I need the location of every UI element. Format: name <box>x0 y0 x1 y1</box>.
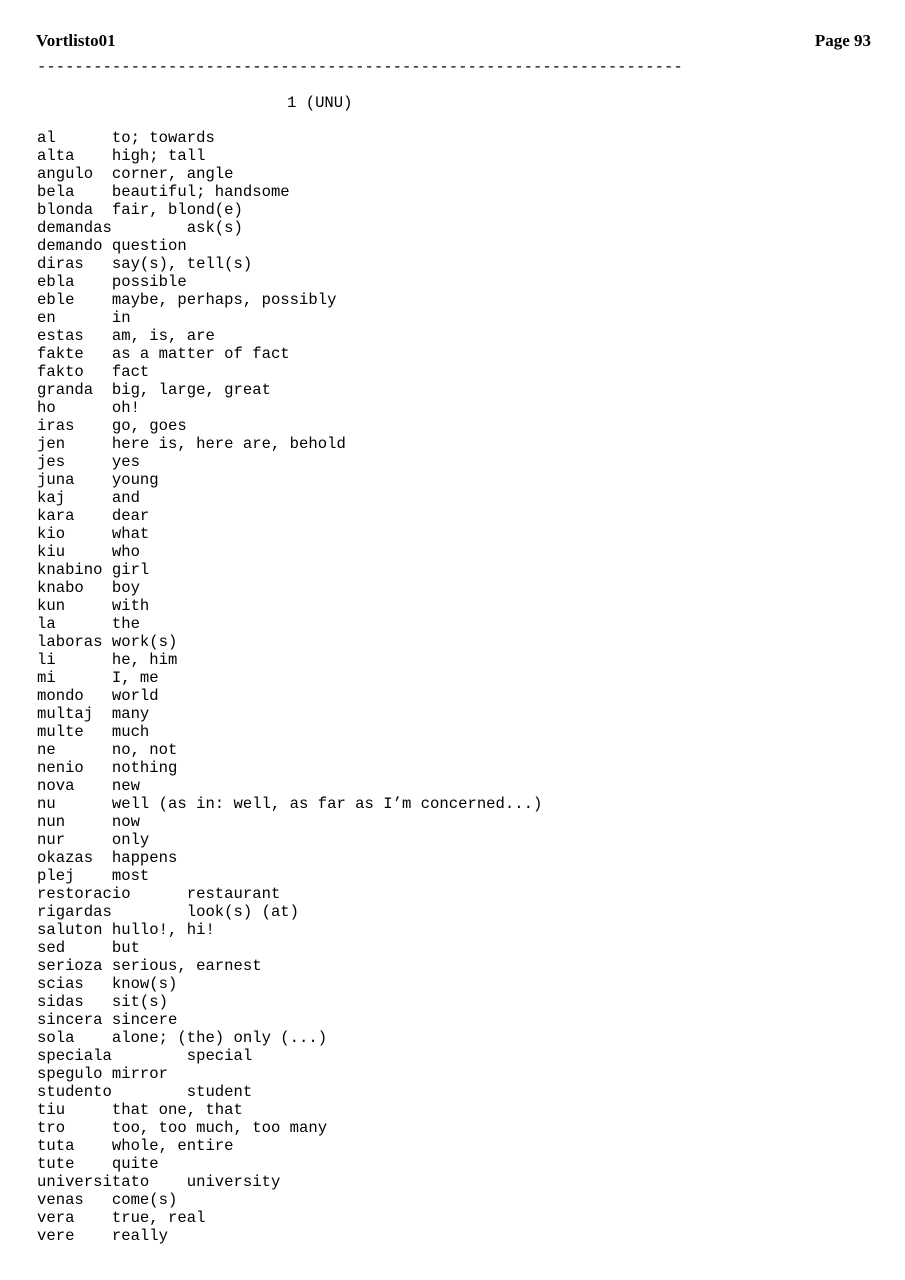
vocab-entry: jes yes <box>37 453 140 471</box>
vocab-entry: nu well (as in: well, as far as I’m concerned...) <box>37 795 543 813</box>
lesson-title: 1 (UNU) <box>287 94 353 112</box>
vocab-entry: okazas happens <box>37 849 178 867</box>
vocab-entry: tiu that one, that <box>37 1101 243 1119</box>
vocab-entry: studento student <box>37 1083 253 1101</box>
vocab-entry: knabino girl <box>37 561 150 579</box>
vocab-entry: ne no, not <box>37 741 178 759</box>
vocab-entry: multe much <box>37 723 150 741</box>
vocab-entry: estas am, is, are <box>37 327 215 345</box>
vocab-entry: tro too, too much, too many <box>37 1119 328 1137</box>
vocab-entry: jen here is, here are, behold <box>37 435 346 453</box>
vocab-entry: sidas sit(s) <box>37 993 169 1011</box>
vocab-entry: kaj and <box>37 489 140 507</box>
vocab-entry: vere really <box>37 1227 169 1245</box>
vocab-entry: multaj many <box>37 705 150 723</box>
vocab-entry: granda big, large, great <box>37 381 271 399</box>
vocab-entry: angulo corner, angle <box>37 165 234 183</box>
vocab-entry: saluton hullo!, hi! <box>37 921 215 939</box>
vocab-entry: universitato university <box>37 1173 281 1191</box>
vocab-entry: al to; towards <box>37 129 215 147</box>
vocabulary-list <box>37 129 542 1245</box>
vocab-entry: kiu who <box>37 543 140 561</box>
vocab-entry: nenio nothing <box>37 759 178 777</box>
vocab-entry: sola alone; (the) only (...) <box>37 1029 328 1047</box>
vocab-entry: li he, him <box>37 651 178 669</box>
vocab-entry: demandas ask(s) <box>37 219 243 237</box>
vocab-entry: fakto fact <box>37 363 150 381</box>
vocab-entry: speciala special <box>37 1047 253 1065</box>
document-title: Vortlisto01 <box>36 31 116 50</box>
vocab-entry: restoracio restaurant <box>37 885 281 903</box>
vocab-entry: nur only <box>37 831 150 849</box>
vocab-entry: rigardas look(s) (at) <box>37 903 300 921</box>
vocab-entry: demando question <box>37 237 187 255</box>
page-number: Page 93 <box>814 31 871 50</box>
vocab-entry: juna young <box>37 471 159 489</box>
vocab-entry: diras say(s), tell(s) <box>37 255 253 273</box>
vocab-entry: sed but <box>37 939 140 957</box>
vocab-entry: fakte as a matter of fact <box>37 345 290 363</box>
vocab-entry: eble maybe, perhaps, possibly <box>37 291 337 309</box>
vocab-entry: tuta whole, entire <box>37 1137 234 1155</box>
vocab-entry: mi I, me <box>37 669 159 687</box>
vocab-entry: kio what <box>37 525 150 543</box>
vocab-entry: kun with <box>37 597 150 615</box>
vocab-entry: iras go, goes <box>37 417 187 435</box>
vocab-entry: bela beautiful; handsome <box>37 183 290 201</box>
vocab-entry: mondo world <box>37 687 159 705</box>
header-divider: --------------------------------------------------------------------- <box>37 58 683 76</box>
vocab-entry: venas come(s) <box>37 1191 178 1209</box>
vocab-entry: alta high; tall <box>37 147 206 165</box>
vocab-entry: vera true, real <box>37 1209 206 1227</box>
vocab-entry: plej most <box>37 867 150 885</box>
vocab-entry: sincera sincere <box>37 1011 178 1029</box>
vocab-entry: serioza serious, earnest <box>37 957 262 975</box>
vocab-entry: tute quite <box>37 1155 159 1173</box>
vocab-entry: en in <box>37 309 131 327</box>
vocab-entry: laboras work(s) <box>37 633 178 651</box>
vocab-entry: knabo boy <box>37 579 140 597</box>
vocab-entry: nova new <box>37 777 140 795</box>
vocab-entry: scias know(s) <box>37 975 178 993</box>
vocab-entry: la the <box>37 615 140 633</box>
vocab-entry: nun now <box>37 813 140 831</box>
vocab-entry: ho oh! <box>37 399 140 417</box>
vocab-entry: kara dear <box>37 507 150 525</box>
vocab-entry: spegulo mirror <box>37 1065 169 1083</box>
vocab-entry: blonda fair, blond(e) <box>37 201 243 219</box>
vocab-entry: ebla possible <box>37 273 187 291</box>
